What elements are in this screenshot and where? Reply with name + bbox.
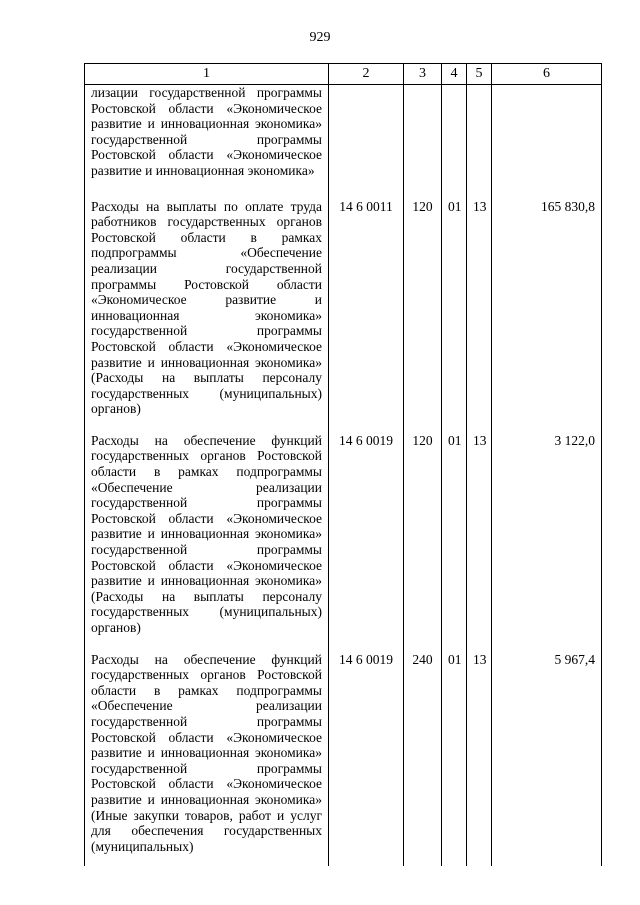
row-description: Расходы на обеспечение функций государственных органов Ростовской области в рамках подпрограммы «Обеспечение реализации государственной программы Ростовской области «Экономическое развитие и инновационная экономика» государственной программы Ростовской области «Экономическое развитие и инновационная экономика» (Расходы на выплаты персоналу государственных (муниципальных) органов)	[85, 429, 329, 648]
column-header-6: 6	[492, 64, 602, 85]
row-amount	[492, 85, 602, 195]
row-expense-type: 120	[404, 429, 442, 648]
table-row	[85, 429, 602, 648]
row-section: 01	[442, 429, 467, 648]
table-header-row	[85, 64, 602, 85]
row-description: лизации государственной программы Ростовской области «Экономическое развитие и инновационная экономика» государственной программы Ростовской области «Экономическое развитие и инновационная экономика»	[85, 85, 329, 195]
row-subsection	[467, 85, 492, 195]
column-header-1: 1	[85, 64, 329, 85]
row-section: 01	[442, 648, 467, 867]
row-subsection: 13	[467, 195, 492, 429]
row-target-code: 14 6 0019	[329, 429, 404, 648]
row-subsection: 13	[467, 648, 492, 867]
row-subsection: 13	[467, 429, 492, 648]
row-target-code	[329, 85, 404, 195]
column-header-3: 3	[404, 64, 442, 85]
column-header-2: 2	[329, 64, 404, 85]
row-amount: 165 830,8	[492, 195, 602, 429]
column-header-4: 4	[442, 64, 467, 85]
row-amount: 5 967,4	[492, 648, 602, 867]
row-expense-type: 240	[404, 648, 442, 867]
row-target-code: 14 6 0011	[329, 195, 404, 429]
row-target-code: 14 6 0019	[329, 648, 404, 867]
row-expense-type	[404, 85, 442, 195]
page-number: 929	[309, 30, 331, 45]
row-expense-type: 120	[404, 195, 442, 429]
table-row	[85, 648, 602, 867]
row-description: Расходы на обеспечение функций государственных органов Ростовской области в рамках подпрограммы «Обеспечение реализации государственной программы Ростовской области «Экономическое развитие и инновационная экономика» государственной программы Ростовской области «Экономическое развитие и инновационная экономика» (Иные закупки товаров, работ и услуг для обеспечения государственных (муниципальных)	[85, 648, 329, 867]
table-row	[85, 85, 602, 195]
budget-table	[84, 63, 602, 866]
row-section	[442, 85, 467, 195]
row-description: Расходы на выплаты по оплате труда работников государственных органов Ростовской области в рамках подпрограммы «Обеспечение реализации государственной программы Ростовской области «Экономическое развитие и инновационная экономика» государственной программы Ростовской области «Экономическое развитие и инновационная экономика» (Расходы на выплаты персоналу государственных (муниципальных) органов)	[85, 195, 329, 429]
row-amount: 3 122,0	[492, 429, 602, 648]
column-header-5: 5	[467, 64, 492, 85]
table-row	[85, 195, 602, 429]
row-section: 01	[442, 195, 467, 429]
